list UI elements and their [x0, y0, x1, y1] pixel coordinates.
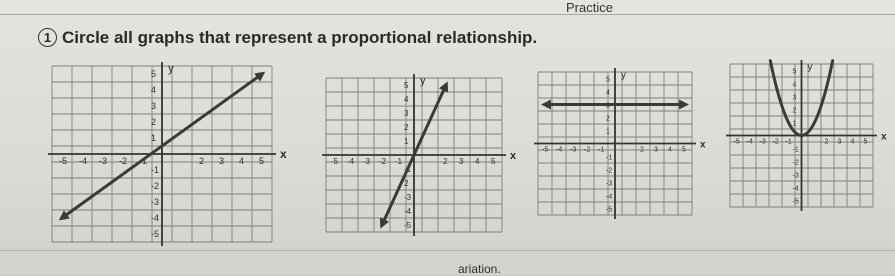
y-tick-label: 4 — [606, 89, 610, 97]
x-tick-label: 3 — [837, 138, 842, 146]
arrow-head — [679, 100, 689, 110]
x-tick-label: -4 — [746, 138, 753, 146]
x-tick-label: 3 — [459, 157, 464, 166]
x-tick-label: -1 — [598, 146, 605, 154]
y-tick-label: -2 — [151, 181, 160, 191]
x-tick-label: 4 — [475, 157, 480, 166]
y-tick-label: -4 — [606, 193, 613, 201]
x-tick-label: 3 — [219, 156, 225, 166]
graph-2[interactable] — [318, 70, 518, 245]
graph-1[interactable] — [40, 60, 300, 250]
y-tick-label: 3 — [606, 102, 610, 110]
x-tick-label: 4 — [850, 138, 855, 146]
x-tick-label: -4 — [79, 156, 88, 166]
x-tick-label: -4 — [347, 157, 355, 166]
x-tick-label: 2 — [824, 138, 829, 146]
y-tick-label: 3 — [792, 94, 797, 102]
graph-3[interactable] — [530, 66, 710, 226]
x-tick-label: -1 — [139, 156, 148, 166]
y-tick-label: 2 — [404, 123, 409, 132]
x-tick-label: -5 — [331, 157, 339, 166]
y-tick-label: -1 — [151, 165, 160, 175]
y-tick-label: 3 — [151, 101, 157, 111]
x-tick-label: 5 — [682, 146, 686, 154]
graph-4[interactable] — [722, 58, 887, 218]
x-tick-label: 2 — [640, 146, 644, 154]
y-tick-label: -3 — [404, 193, 412, 202]
y-tick-label: 2 — [792, 107, 797, 115]
question-text: Circle all graphs that represent a proportional relationship. — [62, 28, 538, 47]
y-tick-label: -5 — [151, 229, 160, 239]
question-number: 1 — [38, 28, 57, 47]
y-tick-label: 1 — [606, 128, 610, 136]
y-tick-label: -4 — [151, 213, 160, 223]
y-tick-label: 5 — [606, 76, 610, 84]
header-rule — [0, 14, 895, 15]
x-tick-label: 2 — [443, 157, 448, 166]
x-tick-label: -2 — [119, 156, 128, 166]
x-tick-label: -3 — [570, 146, 577, 154]
x-tick-label: -5 — [733, 138, 740, 146]
y-axis-label: y — [807, 62, 813, 73]
y-tick-label: -3 — [151, 197, 160, 207]
y-tick-label: -5 — [792, 198, 799, 206]
x-tick-label: -2 — [379, 157, 387, 166]
y-tick-label: -3 — [606, 180, 613, 188]
y-axis-label: y — [420, 75, 426, 87]
y-tick-label: 2 — [151, 117, 157, 127]
y-tick-label: 1 — [151, 133, 157, 143]
x-tick-label: 2 — [199, 156, 205, 166]
x-tick-label: -5 — [542, 146, 549, 154]
y-tick-label: 4 — [792, 81, 797, 89]
practice-label: Practice — [566, 0, 613, 15]
y-axis-label: y — [168, 61, 174, 75]
y-tick-label: 5 — [404, 81, 409, 90]
x-tick-label: -5 — [59, 156, 68, 166]
x-tick-label: -3 — [759, 138, 766, 146]
y-tick-label: -1 — [792, 146, 799, 154]
x-tick-label: -2 — [772, 138, 779, 146]
x-tick-label: -3 — [99, 156, 108, 166]
x-tick-label: -2 — [584, 146, 591, 154]
x-axis-label: x — [881, 131, 887, 143]
y-tick-label: 1 — [404, 137, 409, 146]
y-tick-label: -1 — [606, 154, 613, 162]
x-tick-label: -4 — [556, 146, 563, 154]
x-tick-label: 3 — [654, 146, 658, 154]
x-tick-label: -1 — [395, 157, 403, 166]
x-tick-label: 5 — [259, 156, 265, 166]
y-tick-label: 5 — [151, 69, 157, 79]
y-tick-label: -4 — [792, 185, 799, 193]
x-tick-label: 4 — [239, 156, 245, 166]
y-tick-label: -2 — [792, 159, 799, 167]
bottom-rule — [0, 250, 895, 251]
footer-text: ariation. — [458, 262, 501, 276]
y-tick-label: 2 — [404, 179, 409, 188]
y-tick-label: 1 — [792, 120, 797, 128]
y-tick-label: -5 — [404, 221, 412, 230]
x-axis-label: x — [280, 147, 287, 161]
x-axis-label: x — [700, 139, 706, 151]
y-tick-label: 5 — [792, 68, 797, 76]
y-tick-label: 3 — [404, 109, 409, 118]
y-tick-label: -2 — [606, 167, 613, 175]
y-tick-label: 4 — [404, 95, 409, 104]
x-tick-label: -3 — [363, 157, 371, 166]
question-1 — [38, 28, 537, 48]
x-tick-label: 4 — [668, 146, 672, 154]
y-tick-label: -3 — [792, 172, 799, 180]
x-tick-label: -1 — [785, 138, 792, 146]
arrow-head — [541, 100, 551, 110]
y-tick-label: -4 — [404, 207, 412, 216]
y-tick-label: -5 — [606, 206, 613, 214]
y-tick-label: -1 — [404, 165, 412, 174]
y-tick-label: 4 — [151, 85, 157, 95]
x-tick-label: 5 — [863, 138, 868, 146]
y-axis-label: y — [621, 70, 626, 81]
y-tick-label: 2 — [606, 115, 610, 123]
x-axis-label: x — [510, 150, 517, 162]
x-tick-label: 5 — [491, 157, 496, 166]
